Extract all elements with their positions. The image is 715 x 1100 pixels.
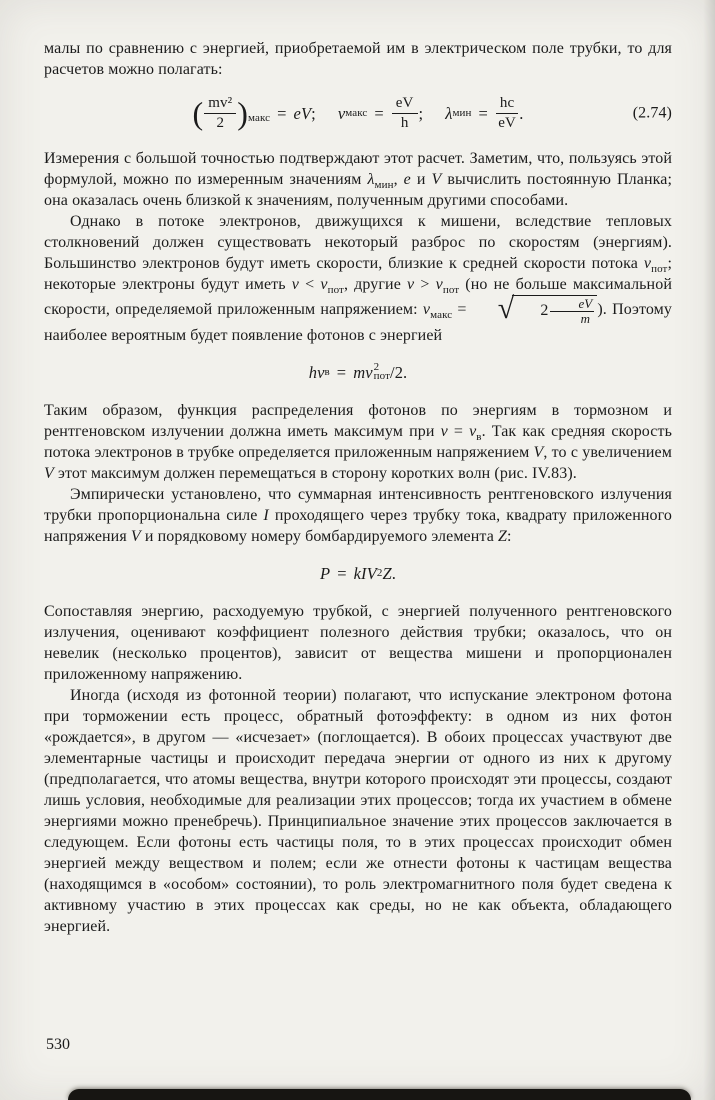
fraction-numerator: mv²	[204, 96, 236, 114]
term-h-nu: hν	[308, 362, 325, 382]
term-eV: eV	[293, 103, 312, 123]
sup-sub-stack	[374, 363, 390, 381]
term-lambda-min: λ мин = $\frac{hc}{eV}$ .	[445, 94, 524, 131]
equation-power	[44, 556, 672, 590]
fraction-denominator: 2	[216, 114, 225, 131]
fraction-mv2-over-2	[204, 96, 236, 131]
paragraph-continuation: малы по сравнению с энергией, приобретаемой им в электрическом поле трубки, то для расчетов можно полагать:	[44, 40, 672, 78]
paragraph-electron-flow: Однако в потоке электронов, движущихся к мишени, вследствие тепловых столкновений должен существовать некоторый разброс по скоростям (энергиям). Большинство электронов будут иметь скорости, близкие к средней скорости потока $v_{пот}$; некоторые электроны будут иметь $v < v_{пот}$, другие $v > v_{пот}$ (но не больше максимальной скорости, определяемой приложенным напряжением: $v_{макс}$ = √ 2 $\frac{eV}{m}$ ). Поэтому наиболее вероятным будет появление фотонов с энергией	[44, 213, 672, 345]
equation-body: P = kIV 2 Z .	[320, 563, 396, 583]
fraction-numerator: hc	[496, 96, 518, 114]
equation-body: ( $\frac{\text{mv²}}{2}$ ) макс = eV ; v макс = $\frac{eV}{h}$ ; λ мин = $\frac{hc}{eV}$ .	[192, 94, 524, 131]
fraction-hc-over-eV	[496, 96, 518, 131]
subscript: пот	[373, 370, 391, 383]
paren-subscript: макс	[248, 111, 271, 124]
term-P: P	[320, 563, 331, 583]
semicolon: ;	[418, 103, 424, 123]
equals-sign: =	[337, 563, 347, 583]
equation-photon-energy	[44, 355, 672, 389]
equals-sign: =	[374, 103, 384, 123]
term-over-two: /2.	[390, 362, 408, 382]
paragraph-intensity: Эмпирически установлено, что суммарная интенсивность рентгеновского излучения трубки пропорциональна силе I проходящего через трубку тока, квадрату приложенного напряжения V и порядковому номеру бомбардируемого элемента Z:	[44, 486, 672, 546]
period: .	[519, 103, 524, 123]
equals-sign: =	[478, 103, 488, 123]
page-number: 530	[46, 1036, 70, 1053]
term-mv: mv	[353, 362, 373, 382]
equals-sign: =	[277, 103, 287, 123]
term-kIV: kIV	[353, 563, 377, 583]
fraction-eV-over-h	[392, 96, 418, 131]
term-Z: Z	[382, 563, 392, 583]
semicolon: ;	[311, 103, 316, 123]
fraction-denominator: h	[400, 114, 409, 131]
paragraph-efficiency: Сопоставляя энергию, расходуемую трубкой, с энергией полученного рентгеновского излучения, оценивают коэффициент полезного действия трубки; оказалось, что он невелик (несколько процентов), зависит от вещества мишени и пропорционален приложенному напряжению.	[44, 603, 672, 684]
term-vmax: v макс = $\frac{eV}{h}$ ;	[337, 94, 424, 131]
fraction-numerator: eV	[392, 96, 418, 114]
superscript: 2	[373, 361, 380, 374]
period: .	[391, 563, 396, 583]
paragraph-photon-theory: Иногда (исходя из фотонной теории) полагают, что испускание электроном фотона при торможении есть процесс, обратный фотоэффекту: в одном из них фотон «рождается», в другом — «исчезает» (поглощается). В обоих процессах участвуют две элементарные частицы и происходит передача энергии от одного из них к другому (предполагается, что атомы вещества, внутри которого происходят эти процессы, создают лишь условия, необходимые для реализации этих процессов; тогда их участием в обмене энергиями можно пренебречь). Принципиальное значение этих процессов заключается в следующем. Если фотоны есть частицы поля, то в этих процессах происходит обмен энергией между веществом и полем; если же отнести фотоны к частицам вещества (находящимся в «особом» состоянии), то роль электромагнитного поля будет сведена к активному участию в этих процессах как среды, но не как объекта, обладающего энергией.	[44, 687, 672, 936]
text-column	[44, 38, 672, 937]
equation-number: (2.74)	[632, 104, 672, 122]
paragraph-distribution: Таким образом, функция распределения фотонов по энергиям в тормозном и рентгеновском излучении должна иметь максимум при $\nu = \nu_в$. Так как средняя скорость потока электронов в трубке определяется приложенным напряжением V, то с увеличением V этот максимум должен перемещаться в сторону коротких волн (рис. IV.83).	[44, 402, 672, 483]
scan-edge-shadow	[68, 1089, 691, 1100]
equation-2-74	[44, 89, 672, 137]
equation-body: hν в = mv 2 пот /2.	[308, 361, 408, 383]
paragraph-measurements: Измерения с большой точностью подтверждают этот расчет. Заметим, что, пользуясь этой формулой, можно по измеренным значениям $\lambda_{мин}$, e и V вычислить постоянную Планка; она оказалась очень близкой к значениям, полученным другими способами.	[44, 150, 672, 209]
fraction-denominator: eV	[498, 114, 516, 131]
equals-sign: =	[336, 362, 347, 382]
